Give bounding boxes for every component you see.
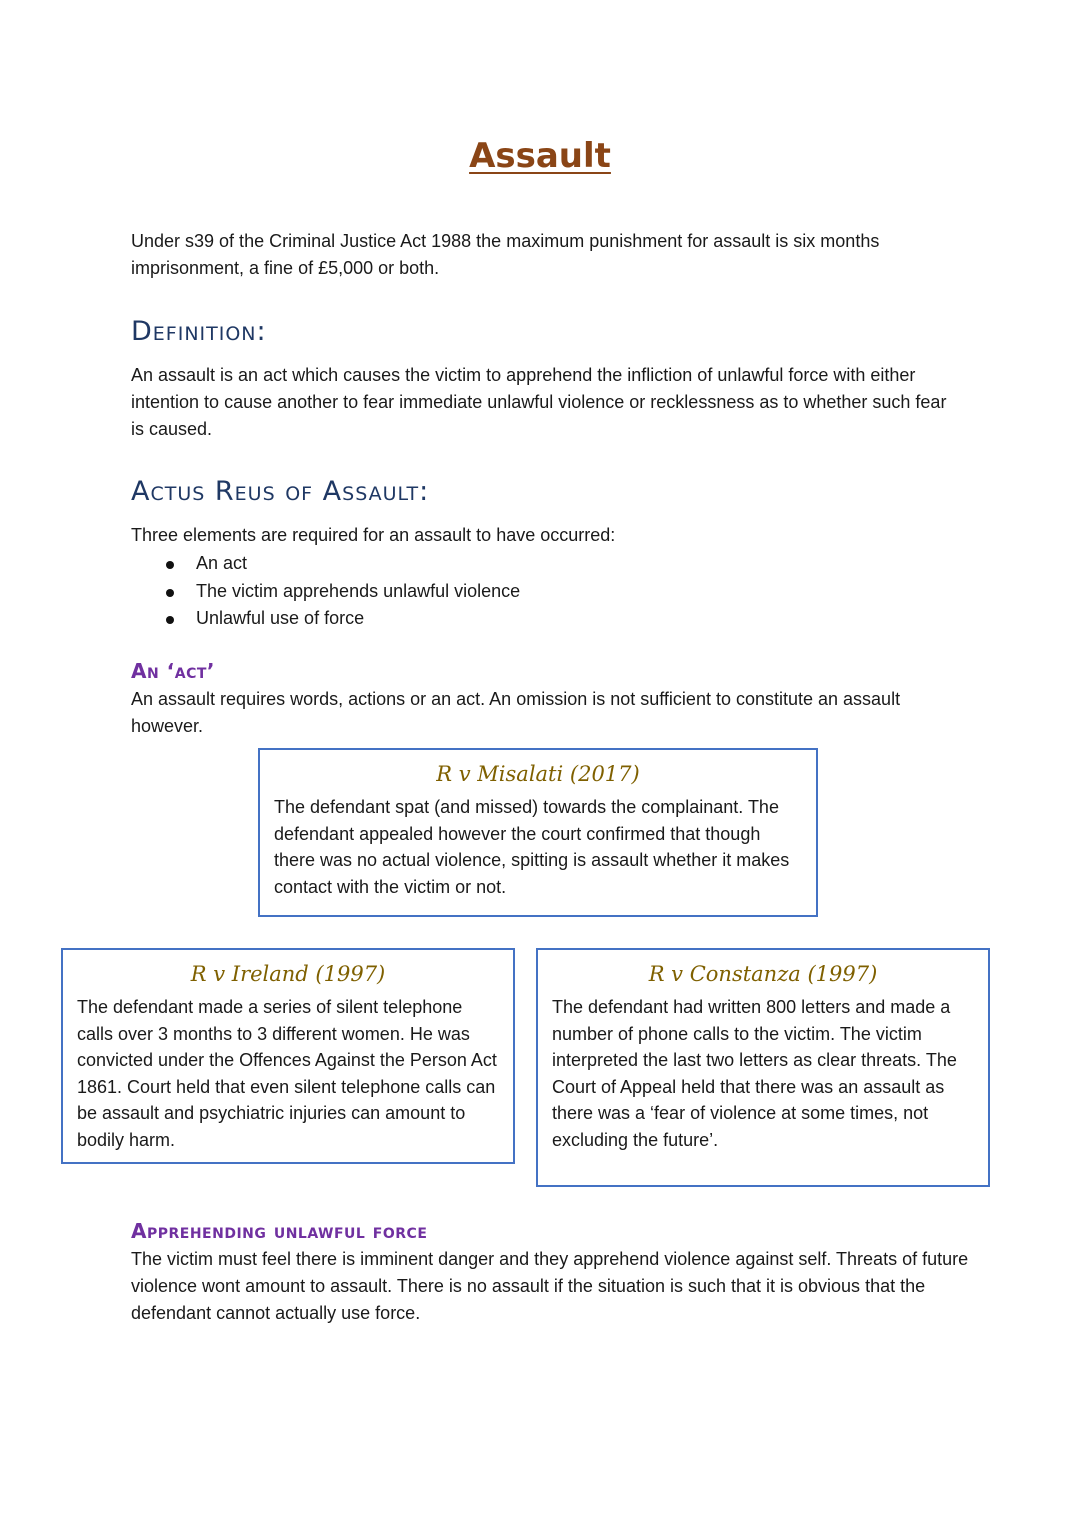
page-title: Assault (469, 136, 611, 176)
definition-paragraph: An assault is an act which causes the victim to apprehend the infliction of unlawful force with either intention to cause another to fear immediate unlawful violence or recklessness as to whether such fear is caused. (131, 365, 947, 439)
intro-paragraph: Under s39 of the Criminal Justice Act 1988 the maximum punishment for assault is six months imprisonment, a fine of £5,000 or both. (131, 231, 880, 278)
case-box-constanza (536, 948, 990, 1187)
apprehending-heading: Apprehending unlawful force (131, 1219, 428, 1243)
elements-list (131, 550, 520, 633)
an-act-paragraph: An assault requires words, actions or an act. An omission is not sufficient to constitute an assault however. (131, 689, 901, 736)
actus-reus-heading: Actus Reus of Assault: (131, 476, 430, 507)
an-act-heading: An ‘act’ (131, 659, 216, 683)
list-item: Unlawful use of force (131, 605, 520, 633)
case-text-ireland: The defendant made a series of silent telephone calls over 3 months to 3 different women. He was convicted under the Offences Against the Person Act 1861. Court held that even silent telephone calls can be assault and psychiatric injuries can amount to bodily harm. (77, 997, 497, 1150)
case-box-ireland (61, 948, 515, 1164)
list-item: An act (131, 550, 520, 578)
list-item: The victim apprehends unlawful violence (131, 578, 520, 606)
case-text-constanza: The defendant had written 800 letters and made a number of phone calls to the victim. The victim interpreted the last two letters as clear threats. The Court of Appeal held that there was an assault as there was a ‘fear of violence at some times, not excluding the future’. (552, 997, 957, 1150)
definition-heading: Definition: (131, 316, 267, 347)
apprehending-paragraph: The victim must feel there is imminent danger and they apprehend violence against self. Threats of future violence wont amount to assault. There is no assault if the situation is such that it is obvious that the defendant cannot actually use force. (131, 1249, 969, 1323)
case-text-misalati: The defendant spat (and missed) towards the complainant. The defendant appealed however the court confirmed that though there was no actual violence, spitting is assault whether it makes contact with the victim or not. (274, 797, 790, 897)
case-title-ireland: R v Ireland (1997) (190, 962, 386, 986)
case-title-misalati: R v Misalati (2017) (436, 762, 640, 786)
case-box-misalati (258, 748, 818, 917)
case-title-constanza: R v Constanza (1997) (648, 962, 878, 986)
actus-reus-intro: Three elements are required for an assault to have occurred: (131, 525, 616, 545)
